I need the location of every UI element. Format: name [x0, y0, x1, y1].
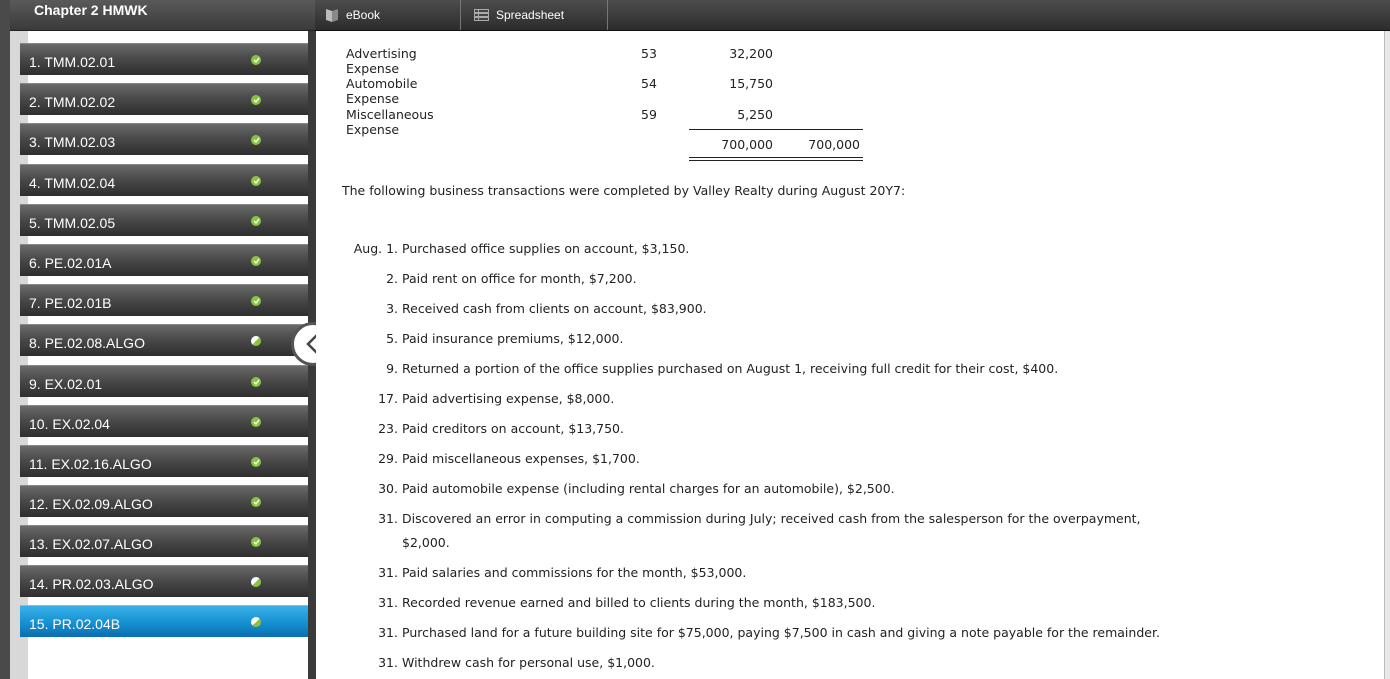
transaction-text: Paid creditors on account, $13,750. [402, 421, 624, 436]
transaction-date: 31. [378, 655, 398, 670]
transaction-text: Recorded revenue earned and billed to clients during the month, $183,500. [402, 595, 876, 610]
ebook-button[interactable] [315, 0, 461, 30]
transaction-text: Received cash from clients on account, $83,900. [402, 301, 707, 316]
sidebar-question-item[interactable] [20, 284, 308, 316]
check-icon [251, 377, 261, 387]
sidebar-question-item[interactable] [20, 365, 308, 397]
check-icon [251, 135, 261, 145]
sidebar-question-item[interactable] [20, 244, 308, 276]
sidebar-question-item[interactable] [20, 43, 308, 75]
assignment-title: Chapter 2 HMWK [34, 2, 148, 18]
transaction-date: Aug. 1. [353, 241, 398, 256]
account-ref: 54 [641, 76, 657, 91]
question-label: 15. PR.02.04B [29, 616, 121, 632]
transaction-date: 3. [386, 301, 398, 316]
spreadsheet-button[interactable] [461, 0, 608, 30]
partial-check-icon [251, 336, 261, 346]
question-label: 7. PE.02.01B [29, 295, 112, 311]
question-label: 11. EX.02.16.ALGO [29, 456, 152, 472]
question-label: 6. PE.02.01A [29, 255, 112, 271]
transaction-text: Paid salaries and commissions for the month, $53,000. [402, 565, 747, 580]
question-label: 5. TMM.02.05 [29, 215, 116, 231]
check-icon [251, 176, 261, 186]
transaction-text: Withdrew cash for personal use, $1,000. [402, 655, 655, 670]
question-label: 4. TMM.02.04 [29, 175, 116, 191]
check-icon [251, 537, 261, 547]
transaction-text: Paid miscellaneous expenses, $1,700. [402, 451, 640, 466]
intro-text: The following business transactions were completed by Valley Realty during August 20Y7: [342, 183, 906, 198]
partial-check-icon [251, 617, 261, 627]
check-icon [251, 497, 261, 507]
sidebar-question-item[interactable] [20, 164, 308, 196]
sidebar-question-item[interactable] [20, 324, 308, 356]
transaction-text: Purchased land for a future building site for $75,000, paying $7,500 in cash and giving a note payable for the remainder. [402, 625, 1160, 640]
account-name: Advertising Expense [346, 46, 417, 76]
sidebar-question-item[interactable] [20, 605, 308, 637]
question-label: 2. TMM.02.02 [29, 94, 116, 110]
sidebar-question-item[interactable] [20, 204, 308, 236]
transaction-date: 31. [378, 511, 398, 526]
transaction-text: Paid advertising expense, $8,000. [402, 391, 615, 406]
window-edge [0, 0, 10, 679]
check-icon [251, 55, 261, 65]
total-debit: 700,000 [721, 137, 773, 152]
transaction-date: 31. [378, 565, 398, 580]
sidebar-question-item[interactable] [20, 565, 308, 597]
scrollbar-track[interactable] [1384, 31, 1390, 679]
transaction-date: 30. [378, 481, 398, 496]
transaction-date: 31. [378, 625, 398, 640]
question-label: 10. EX.02.04 [29, 416, 110, 432]
question-label: 9. EX.02.01 [29, 376, 103, 392]
ebook-label: eBook [346, 8, 381, 22]
transaction-date: 17. [378, 391, 398, 406]
check-icon [251, 216, 261, 226]
check-icon [251, 256, 261, 266]
sidebar-question-item[interactable] [20, 485, 308, 517]
debit-amount: 15,750 [729, 76, 773, 91]
transaction-text: Purchased office supplies on account, $3,150. [402, 241, 690, 256]
check-icon [251, 417, 261, 427]
sidebar-question-item[interactable] [20, 83, 308, 115]
transaction-text: Discovered an error in computing a commission during July; received cash from the salesperson for the overpayment, $2,000. [402, 511, 1141, 550]
question-label: 8. PE.02.08.ALGO [29, 335, 145, 351]
total-credit: 700,000 [808, 137, 860, 152]
double-rule-top [689, 157, 863, 158]
double-rule-bottom [689, 160, 863, 161]
question-label: 1. TMM.02.01 [29, 54, 116, 70]
transaction-date: 5. [386, 331, 398, 346]
check-icon [251, 296, 261, 306]
partial-check-icon [251, 577, 261, 587]
problem-content [316, 31, 1384, 679]
transaction-date: 29. [378, 451, 398, 466]
account-name: Automobile Expense [346, 76, 418, 106]
total-rule [689, 129, 863, 130]
debit-amount: 5,250 [737, 107, 773, 122]
transaction-date: 2. [386, 271, 398, 286]
transaction-text: Paid rent on office for month, $7,200. [402, 271, 637, 286]
question-label: 13. EX.02.07.ALGO [29, 536, 153, 552]
debit-amount: 32,200 [729, 46, 773, 61]
book-icon [325, 7, 339, 23]
spreadsheet-icon [474, 9, 489, 21]
account-ref: 59 [641, 107, 657, 122]
account-ref: 53 [641, 46, 657, 61]
check-icon [251, 457, 261, 467]
transaction-date: 23. [378, 421, 398, 436]
account-name: Miscellaneous Expense [346, 107, 434, 137]
sidebar-question-item[interactable] [20, 123, 308, 155]
question-label: 14. PR.02.03.ALGO [29, 576, 154, 592]
transaction-text: Paid insurance premiums, $12,000. [402, 331, 624, 346]
sidebar-question-item[interactable] [20, 525, 308, 557]
question-label: 3. TMM.02.03 [29, 134, 116, 150]
transaction-date: 9. [386, 361, 398, 376]
transaction-date: 31. [378, 595, 398, 610]
spreadsheet-label: Spreadsheet [496, 8, 565, 22]
toolbar [315, 0, 1390, 31]
sidebar-question-item[interactable] [20, 445, 308, 477]
assignment-title-bar [10, 0, 315, 31]
transaction-text: Returned a portion of the office supplies purchased on August 1, receiving full credit for their cost, $400. [402, 361, 1059, 376]
transaction-text: Paid automobile expense (including rental charges for an automobile), $2,500. [402, 481, 895, 496]
question-label: 12. EX.02.09.ALGO [29, 496, 153, 512]
check-icon [251, 95, 261, 105]
sidebar-question-item[interactable] [20, 405, 308, 437]
